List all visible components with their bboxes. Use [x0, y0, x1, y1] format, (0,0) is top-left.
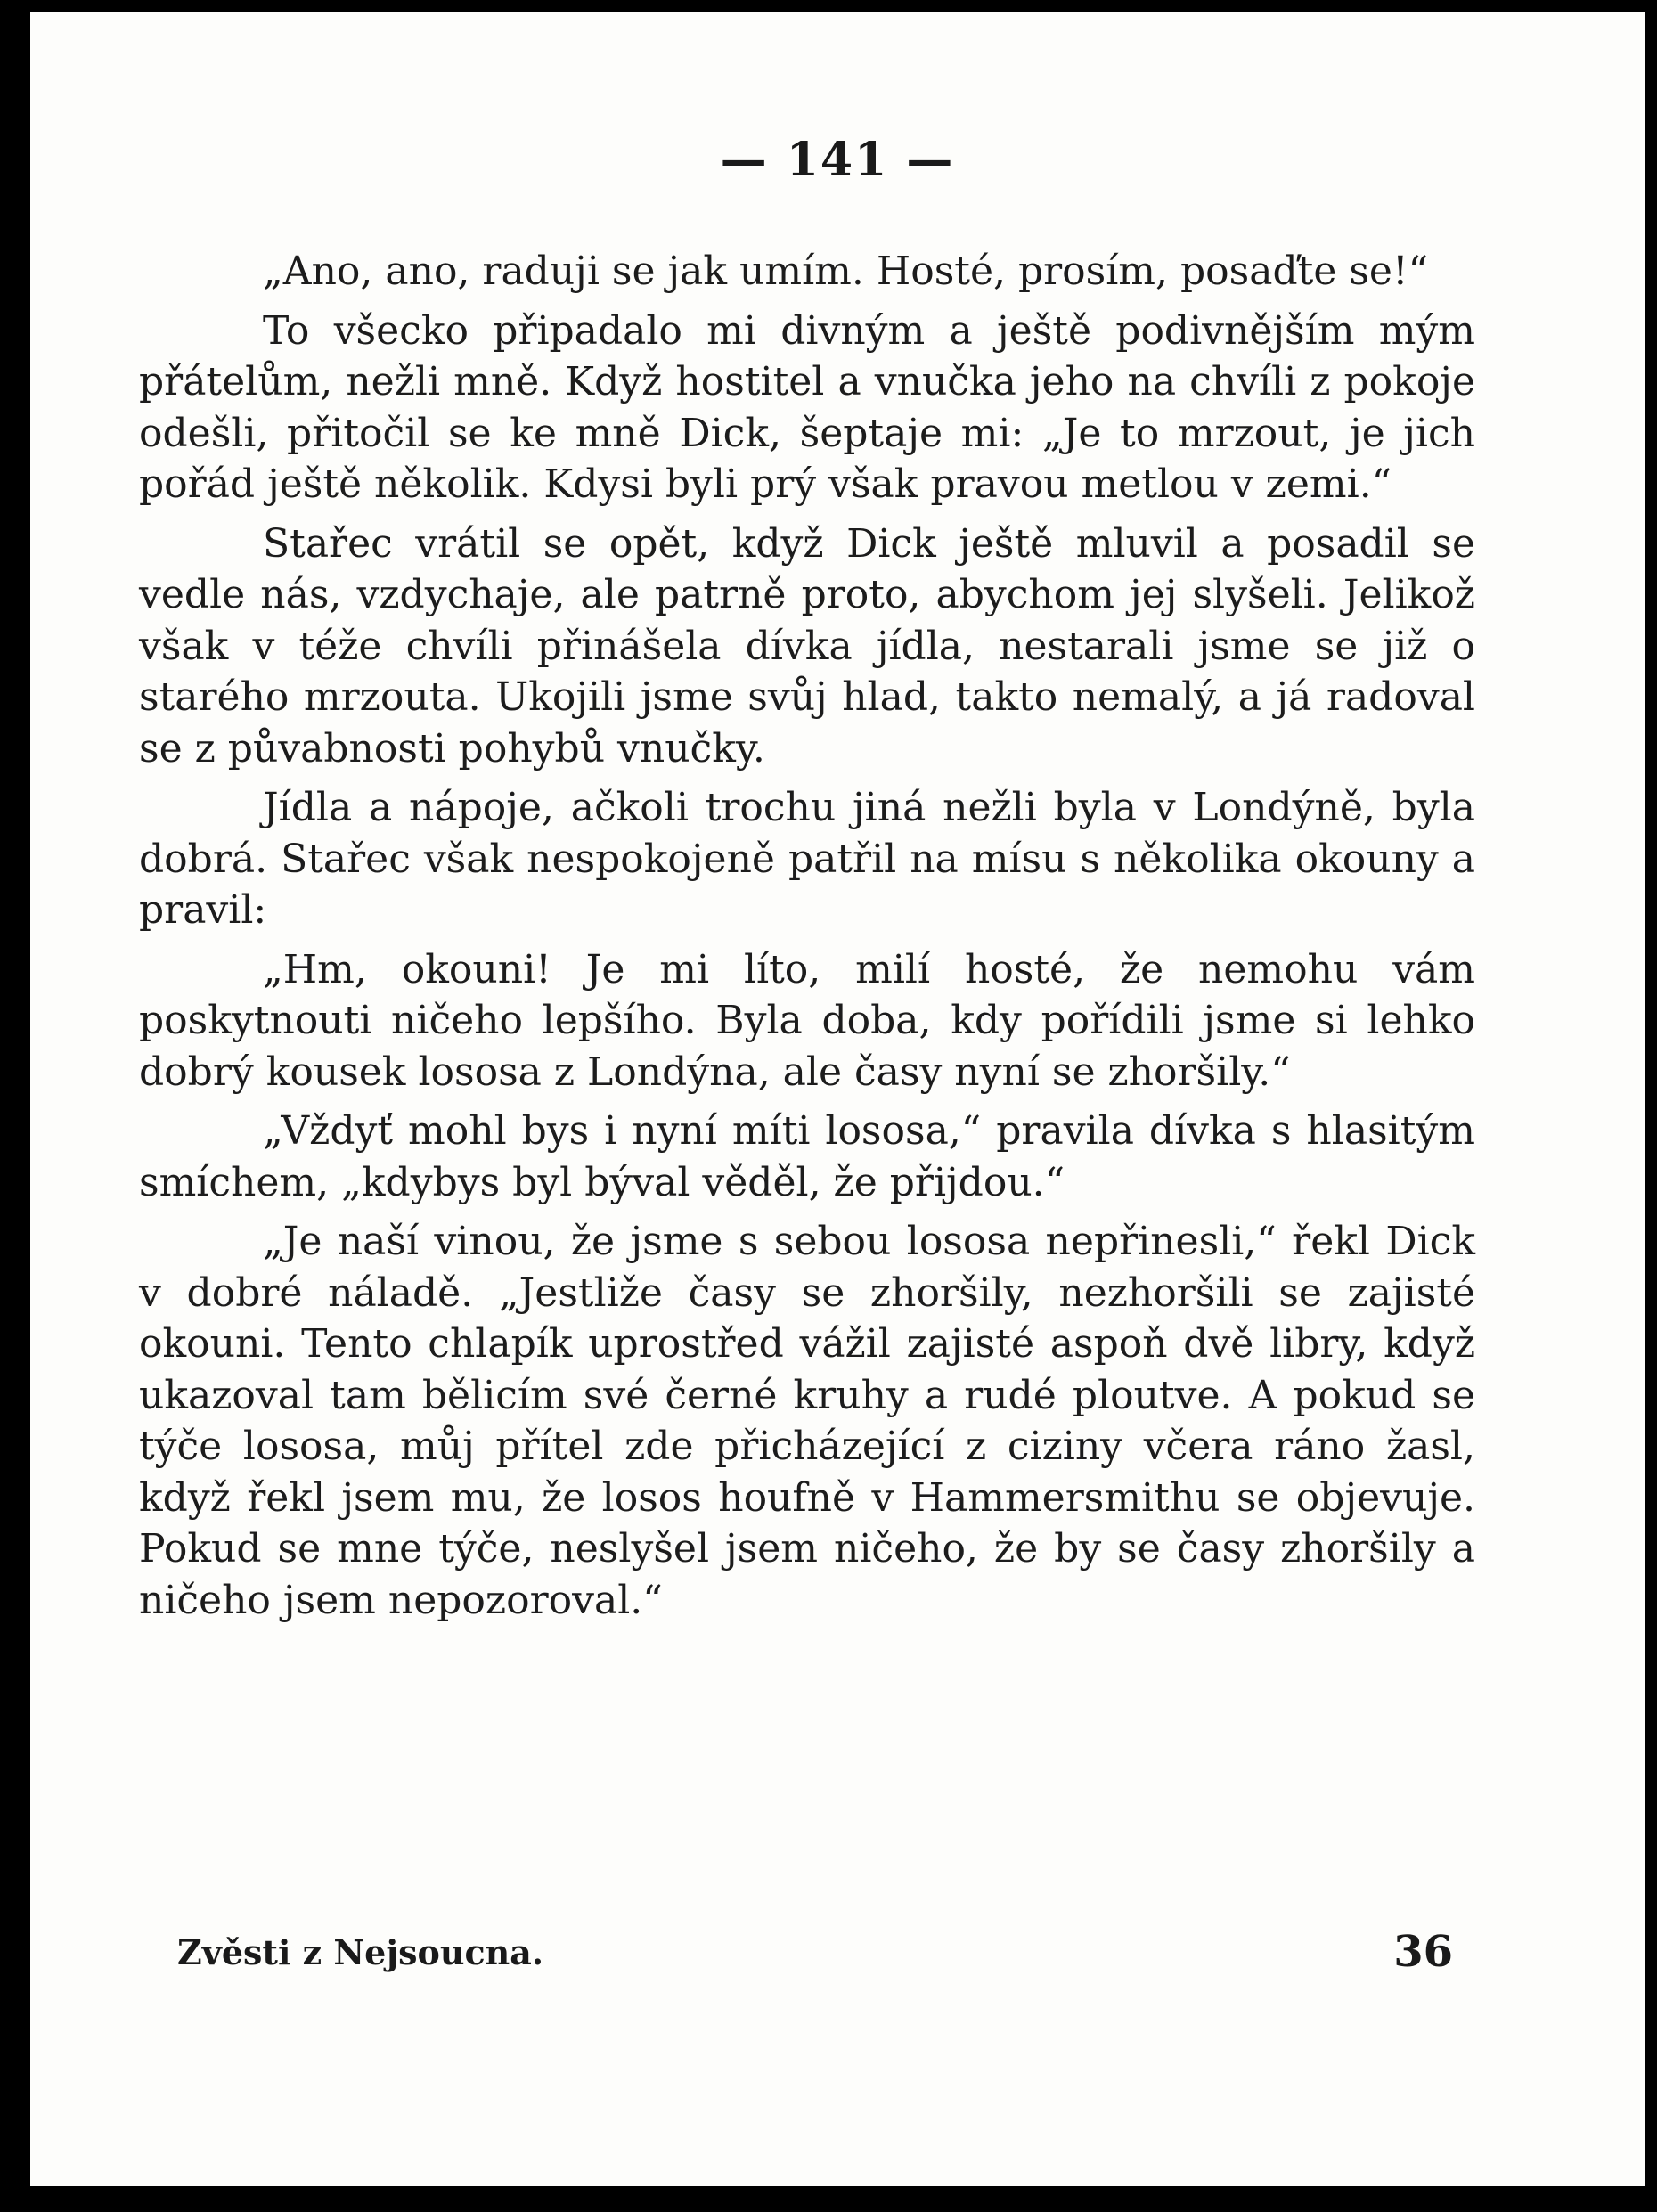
sheet-number: 36: [1393, 1927, 1453, 1977]
paragraph: Jídla a nápoje, ačkoli trochu jiná nežli byla v Londýně, byla dobrá. Stařec však nespokojeně patřil na mísu s několika okouny a pravil:: [139, 785, 1475, 933]
paragraph: „Je naší vinou, že jsme s sebou lososa nepřinesli,“ řekl Dick v dobré náladě. „Jestliže časy se zhoršily, nezhoršili se zajisté okouni. Tento chlapík uprostřed vážil zajisté aspoň dvě libry, když ukazoval tam bělicím své černé kruhy a rudé ploutve. A pokud se týče lososa, můj přítel zde přicházející z ciziny včera ráno žasl, když řekl jsem mu, že losos houfně v Hammersmithu se objevuje. Pokud se mne týče, neslyšel jsem ničeho, že by se časy zhoršily a ničeho jsem nepozoroval.“: [139, 1219, 1475, 1623]
page-number: — 141 —: [720, 133, 955, 187]
paragraph: Stařec vrátil se opět, když Dick ještě mluvil a posadil se vedle nás, vzdychaje, ale patrně proto, abychom jej slyšeli. Jelikož však v téže chvíli přinášela dívka jídla, nestarali jsme se již o starého mrzouta. Ukojili jsme svůj hlad, takto nemalý, a já radoval se z půvabnosti pohybů vnučky.: [139, 520, 1475, 771]
paragraph: To všecko připadalo mi divným a ještě podivnějším mým přátelům, nežli mně. Když hostitel a vnučka jeho na chvíli z pokoje odešli, přitočil se ke mně Dick, šeptaje mi: „Je to mrzout, je jich pořád ještě několik. Kdysi byli prý však pravou metlou v zemi.“: [139, 307, 1475, 507]
paragraph: „Hm, okouni! Je mi líto, milí hosté, že nemohu vám poskytnouti ničeho lepšího. Byla doba, kdy pořídili jsme si lehko dobrý kousek lososa z Londýna, ale časy nyní se zhoršily.“: [139, 946, 1475, 1095]
book-page: [30, 12, 1645, 2186]
paragraph: „Vždyť mohl bys i nyní míti lososa,“ pravila dívka s hlasitým smíchem, „kdybys byl býval věděl, že přijdou.“: [139, 1108, 1475, 1205]
paragraph: „Ano, ano, raduji se jak umím. Hosté, prosím, posaďte se!“: [263, 249, 1429, 294]
body-text: [139, 246, 1475, 1634]
footer-signature: Zvěsti z Nejsoucna.: [177, 1932, 544, 1972]
